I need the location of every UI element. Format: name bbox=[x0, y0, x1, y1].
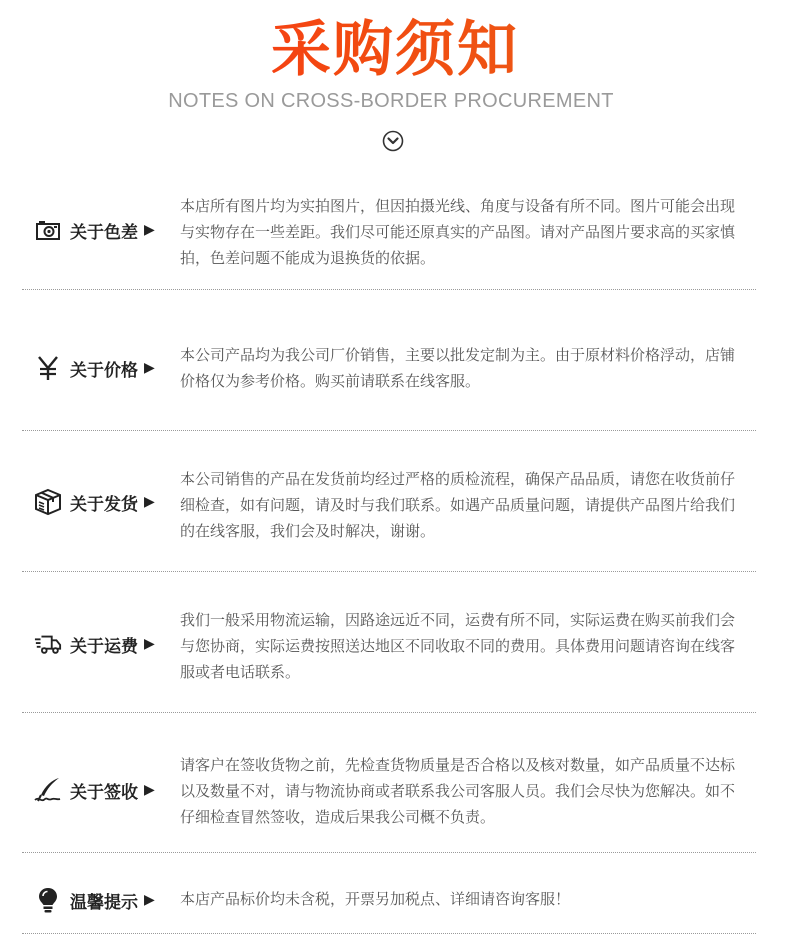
section-text: 请客户在签收货物之前，先检查货物质量是否合格以及核对数量，如产品质量不达标以及数量不对，请与物流协商或者联系我公司客服人员。我们会尽快为您解决。如不仔细检查冒然签收，造成后果我公司概不负责。 bbox=[180, 756, 736, 826]
yen-icon bbox=[34, 354, 62, 382]
section-shipping bbox=[22, 466, 756, 546]
section-receipt bbox=[22, 752, 756, 832]
chevron-down-icon bbox=[382, 130, 404, 152]
section-price bbox=[22, 340, 756, 400]
divider bbox=[22, 289, 756, 290]
section-label: 关于签收 bbox=[70, 782, 138, 803]
section-text: 本公司产品均为我公司厂价销售，主要以批发定制为主。由于原材料价格浮动，店铺价格仅为参考价格。购买前请联系在线客服。 bbox=[180, 346, 736, 390]
camera-icon bbox=[34, 216, 62, 244]
lightbulb-icon bbox=[34, 886, 62, 914]
signature-pen-icon bbox=[34, 776, 62, 804]
divider bbox=[22, 430, 756, 431]
section-color-difference bbox=[22, 190, 756, 280]
section-text: 本公司销售的产品在发货前均经过严格的质检流程，确保产品品质，请您在收货前仔细检查，如有问题，请及时与我们联系。如遇产品质量问题，请提供产品图片给我们的在线客服，我们会及时解决，谢谢。 bbox=[180, 470, 736, 540]
section-label: 关于发货 bbox=[70, 494, 138, 515]
section-label: 关于色差 bbox=[70, 222, 138, 243]
section-label: 温馨提示 bbox=[70, 892, 138, 913]
page-subtitle: NOTES ON CROSS-BORDER PROCUREMENT bbox=[168, 90, 614, 112]
section-text: 我们一般采用物流运输，因路途远近不同，运费有所不同，实际运费在购买前我们会与您协商，实际运费按照送达地区不同收取不同的费用。具体费用问题请咨询在线客服或者电话联系。 bbox=[180, 611, 736, 681]
section-text: 本店产品标价均未含税，开票另加税点、详细请咨询客服！ bbox=[180, 890, 571, 908]
section-tips bbox=[22, 884, 756, 918]
package-icon bbox=[34, 488, 62, 516]
triangle-right-icon: ▶ bbox=[144, 636, 155, 652]
divider bbox=[22, 712, 756, 713]
triangle-right-icon: ▶ bbox=[144, 494, 155, 510]
page-title: 采购须知 bbox=[0, 14, 790, 86]
section-label: 关于价格 bbox=[70, 360, 138, 381]
section-text: 本店所有图片均为实拍图片，但因拍摄光线、角度与设备有所不同。图片可能会出现与实物存在一些差距。我们尽可能还原真实的产品图。请对产品图片要求高的买家慎拍，色差问题不能成为退换货的依据。 bbox=[180, 197, 736, 267]
section-freight bbox=[22, 607, 756, 687]
section-label: 关于运费 bbox=[70, 636, 138, 657]
truck-icon bbox=[34, 630, 62, 658]
triangle-right-icon: ▶ bbox=[144, 360, 155, 376]
triangle-right-icon: ▶ bbox=[144, 782, 155, 798]
divider bbox=[22, 852, 756, 853]
triangle-right-icon: ▶ bbox=[144, 892, 155, 908]
divider bbox=[22, 571, 756, 572]
divider bbox=[22, 933, 756, 934]
triangle-right-icon: ▶ bbox=[144, 222, 155, 238]
